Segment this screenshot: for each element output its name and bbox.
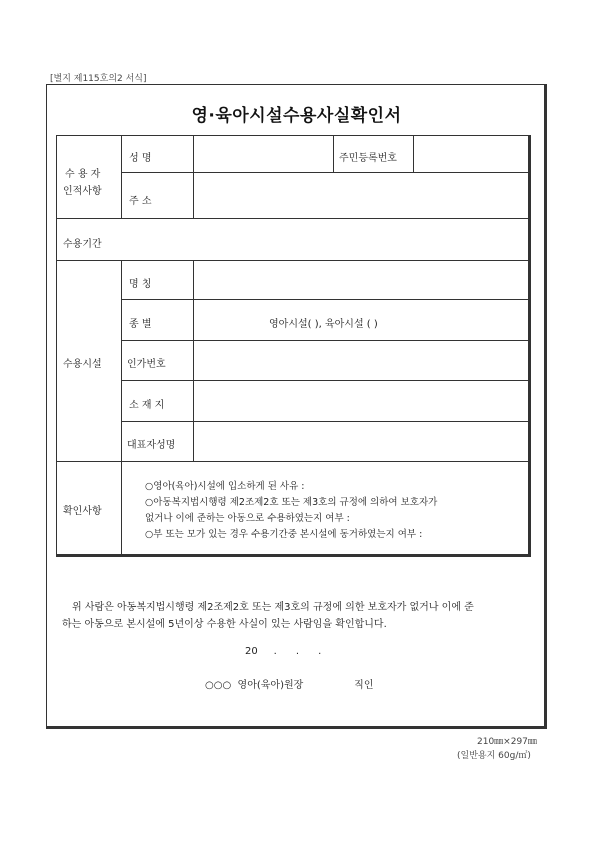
confirmation-item: ○영아(육아)시설에 입소하게 된 사유 : <box>145 481 305 492</box>
column-divider <box>193 136 194 218</box>
row-divider <box>121 380 529 381</box>
statement-line2: 하는 아동으로 본시설에 5년이상 수용한 사실이 있는 사람임을 확인합니다. <box>62 619 387 630</box>
column-divider <box>193 260 194 461</box>
paper-weight: (일반용지 60g/㎡) <box>457 751 531 761</box>
row-divider <box>57 260 529 261</box>
column-divider <box>121 136 122 218</box>
row-divider <box>121 340 529 341</box>
recipient-section-label-line1: 수 용 자 <box>65 169 101 180</box>
column-divider <box>333 136 334 172</box>
period-label: 수용기간 <box>63 239 102 250</box>
row-divider <box>121 421 529 422</box>
rrn-label: 주민등록번호 <box>339 153 397 164</box>
confirmation-label: 확인사항 <box>63 506 102 517</box>
form-code: [별지 제115호의2 서식] <box>50 74 147 84</box>
confirmation-item: 없거나 이에 준하는 아동으로 수용하였는지 여부 : <box>145 513 350 524</box>
permit-number-label: 인가번호 <box>127 359 166 370</box>
location-label: 소 재 지 <box>129 400 165 411</box>
name-label: 성 명 <box>129 153 152 164</box>
confirmation-form <box>56 135 531 557</box>
date-line: 20 . . . <box>245 646 322 657</box>
row-divider <box>121 299 529 300</box>
confirmation-item: ○아동복지법시행령 제2조제2호 또는 제3호의 규정에 의하여 보호자가 <box>145 497 438 508</box>
paper-size: 210㎜×297㎜ <box>477 737 537 747</box>
statement-line1: 위 사람은 아동복지법시행령 제2조제2호 또는 제3호의 규정에 의한 보호자가 없거나 이에 준 <box>72 602 474 613</box>
recipient-section-label-line2: 인적사항 <box>63 186 102 197</box>
confirmation-item: ○부 또는 모가 있는 경우 수용기간중 본시설에 동거하였는지 여부 : <box>145 529 423 540</box>
facility-name-label: 명 칭 <box>129 279 152 290</box>
column-divider <box>121 260 122 555</box>
column-divider <box>413 136 414 172</box>
facility-type-value: 영아시설( ), 육아시설 ( ) <box>269 319 378 330</box>
address-label: 주 소 <box>129 196 152 207</box>
signature-line: ○○○ 영아(육아)원장 직인 <box>205 680 374 691</box>
facility-type-label: 종 별 <box>129 319 152 330</box>
document-title: 영·육아시설수용사실확인서 <box>191 106 402 126</box>
row-divider <box>57 218 529 219</box>
row-divider <box>57 461 529 462</box>
facility-section-label: 수용시설 <box>63 359 102 370</box>
representative-label: 대표자성명 <box>127 440 176 451</box>
row-divider <box>121 172 529 173</box>
